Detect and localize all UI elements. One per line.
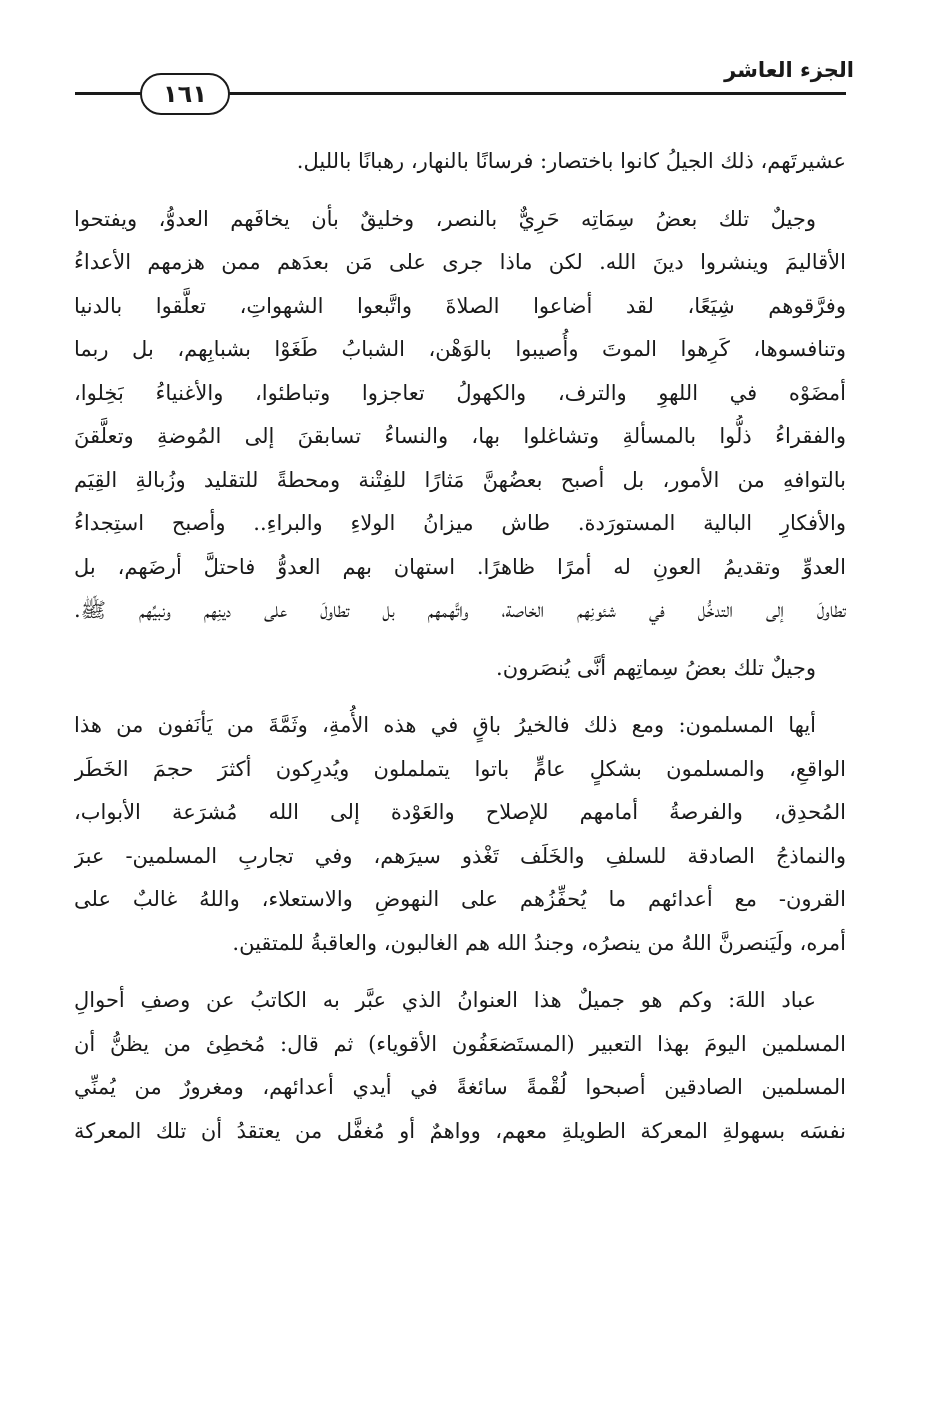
text-line: وجيلٌ تلك بعضُ سِماتِهم أنَّى يُنصَرون. — [496, 655, 816, 680]
paragraph — [74, 647, 846, 691]
text-line: المُحدِق، والفرصةُ أمامهم للإصلاح والعَوْدة إلى الله مُشرَعة الأبواب، — [74, 800, 846, 824]
text-line: وفرَّقوهم شِيَعًا، لقد أضاعوا الصلاةَ واتَّبعوا الشهواتِ، تعلَّقوا بالدنيا — [74, 293, 846, 318]
text-line: الأقاليمَ وينشروا دينَ الله. لكن ماذا جرى على مَن بعدَهم ممن هزمهم الأعداءُ — [74, 250, 846, 274]
running-title: الجزء العاشر — [724, 58, 854, 82]
text-line: أيها المسلمون: ومع ذلك فالخيرُ باقٍ في هذه الأُمةِ، وثَمَّةَ من يَأنَفون من هذا — [74, 713, 816, 737]
paragraph — [74, 979, 846, 1153]
text-line: وتنافسوها، كَرِهوا الموتَ وأُصيبوا بالوَهْن، الشبابُ طَغَوْا بشبابِهم، بل ربما — [74, 337, 846, 361]
paragraph — [74, 704, 846, 965]
text-line: أمضَوْه في اللهوِ والترف، والكهولُ تعاجزوا وتباطئوا، والأغنياءُ بَخِلوا، — [74, 380, 846, 405]
text-line: الواقعِ، والمسلمون بشكلٍ عامٍّ باتوا يتململون ويُدرِكون أكثرَ حجمَ الخَطَر — [74, 756, 846, 781]
body-text — [74, 140, 846, 1167]
page-number: ١٦١ — [140, 73, 230, 115]
text-line: والنماذجُ الصادقة للسلفِ والخَلَف تَغْذو سيرَهم، وفي تجاربِ المسلمين- عبرَ — [74, 843, 846, 868]
page-header — [0, 0, 944, 120]
text-line: والأفكارِ البالية المستورَدة. طاش ميزانُ الولاءِ والبراءِ.. وأصبح استِجداءُ — [74, 511, 846, 535]
text-line: القرون- مع أعدائهم ما يُحفِّزُهم على النهوضِ والاستعلاء، واللهُ غالبٌ على — [74, 887, 846, 911]
text-line: المسلمين الصادقين أصبحوا لُقْمةً سائغةً في أيدي أعدائهم، ومغرورٌ من يُمنِّي — [74, 1075, 846, 1099]
text-line: عشيرتَهم، ذلك الجيلُ كانوا باختصار: فرسانًا بالنهار، رهبانًا بالليل. — [296, 149, 846, 173]
text-line: العدوِّ وتقديمُ العونِ له أمرًا ظاهرًا. استهان بهم العدوُّ فاحتلَّ أرضَهم، بل — [74, 554, 846, 579]
text-line: تطاولَ إلى التدخُّل في شئونِهم الخاصة، واتَّهمهم بل تطاولَ على دينِهم ونبيِّهم ﷺ. — [74, 598, 846, 622]
text-line: نفسَه بسهولةِ المعركة الطويلةِ معهم، وواهمٌ أو مُغفَّل من يعتقدُ أن تلك المعركة — [74, 1118, 846, 1143]
text-line: وجيلٌ تلك بعضُ سِمَاتِه حَرِيٌّ بالنصر، وخليقٌ بأن يخافَهم العدوُّ، ويفتحوا — [74, 206, 816, 231]
text-line: والفقراءُ ذلُّوا بالمسألةِ وتشاغلوا بها، والنساءُ تسابقنَ إلى المُوضةِ وتعلَّقنَ — [74, 424, 846, 448]
text-line: أمره، ولَيَنصرنَّ اللهُ من ينصرُه، وجندُ الله هم الغالبون، والعاقبةُ للمتقين. — [232, 930, 846, 955]
text-line: عباد اللهَ: وكم هو جميلٌ هذا العنوانُ الذي عبَّر به الكاتبُ عن وصفِ أحوالِ — [74, 988, 816, 1012]
text-line: بالتوافهِ من الأمور، بل أصبح بعضُهنَّ مَثارًا للفِتْنة ومحطةً للتقليد وزُبالةِ القِيَم — [74, 467, 846, 492]
paragraph — [74, 140, 846, 184]
header-rule-right — [222, 92, 846, 95]
paragraph — [74, 198, 846, 633]
text-line: المسلمين اليومَ بهذا التعبير (المستَضعَفُون الأقوياء) ثم قال: مُخطِئ من يظنُّ أن — [74, 1031, 846, 1056]
header-rule-left — [75, 92, 145, 95]
